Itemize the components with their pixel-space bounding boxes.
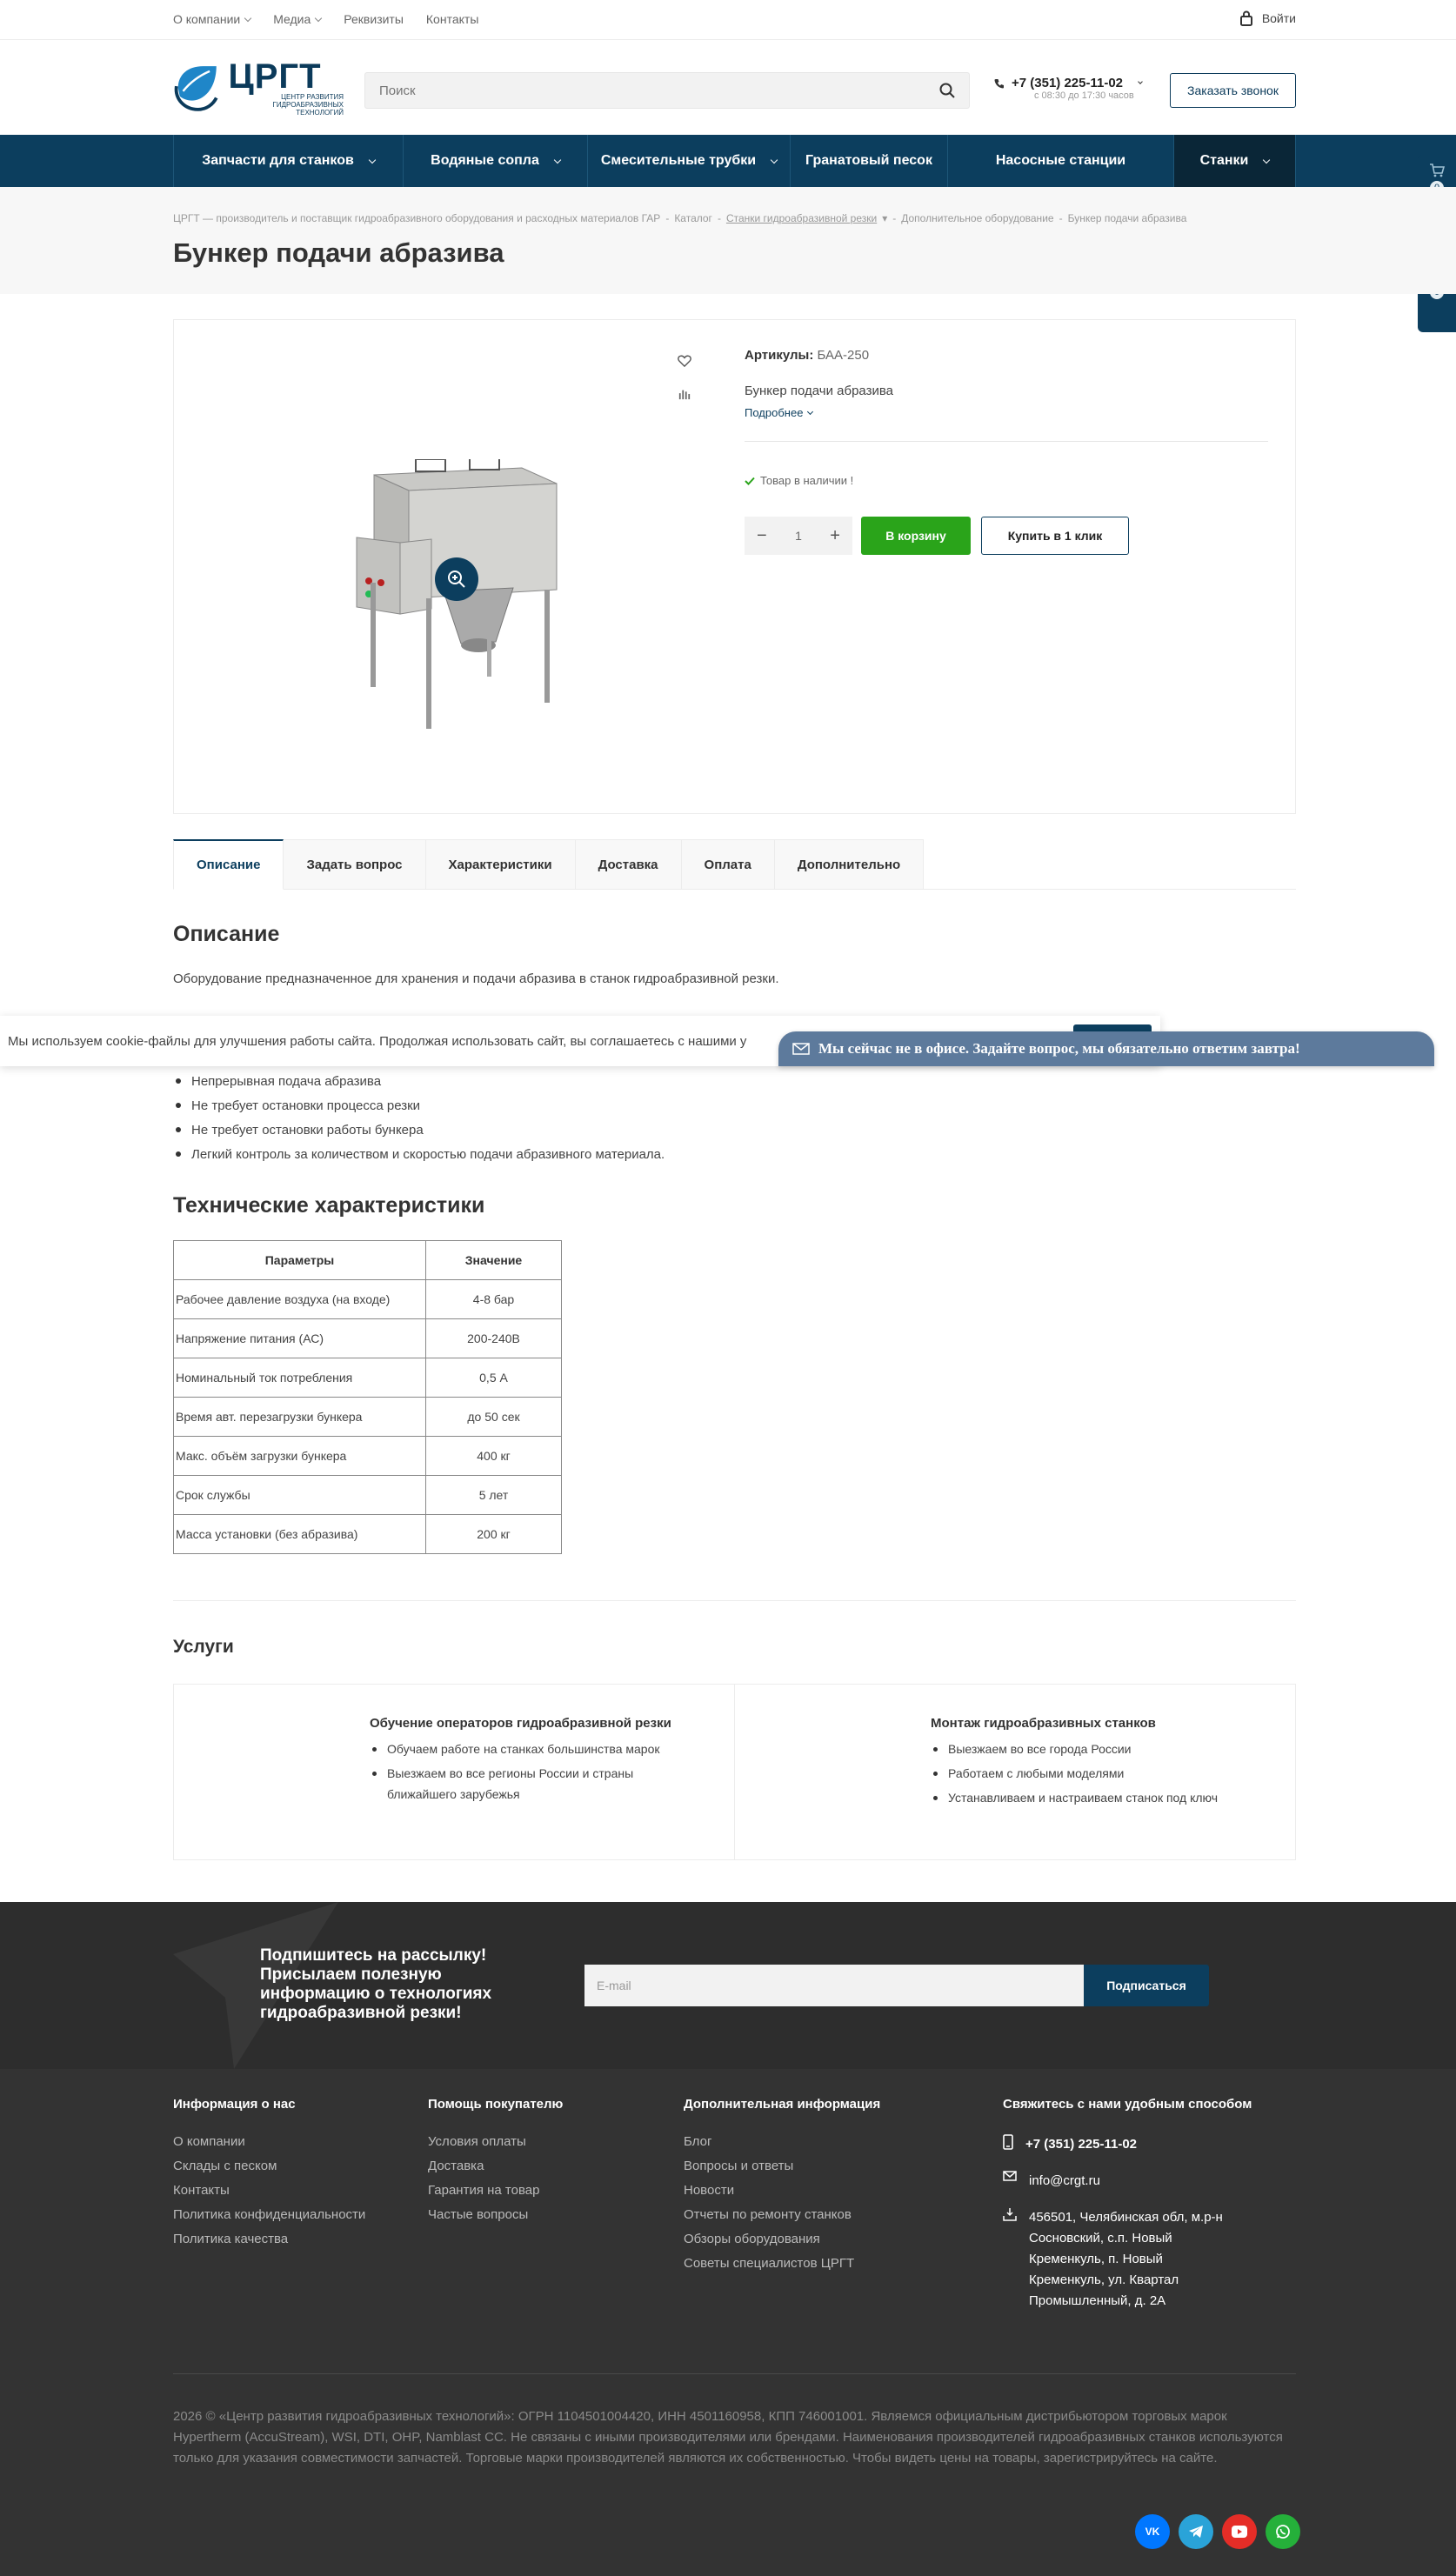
footer-email[interactable] — [1003, 2171, 1281, 2192]
param-cell: Время авт. перезагрузки бункера — [174, 1398, 426, 1437]
tab-description[interactable]: Описание — [173, 839, 284, 890]
value-cell: 4-8 бар — [426, 1280, 562, 1319]
footer-address-text: 456501, Челябинская обл, м.р-н Сосновский, с.п. Новый Кременкуль, п. Новый Кременкуль, ул. Квартал Промышленный, д. 2А — [1029, 2210, 1223, 2308]
divider — [173, 2373, 1296, 2374]
service-title: Обучение операторов гидроабразивной резки — [370, 1716, 671, 1731]
increase-button[interactable]: + — [830, 525, 840, 545]
add-to-favorites-icon[interactable] — [678, 355, 691, 367]
mail-icon — [1003, 2171, 1017, 2181]
footer-email-address: info@crgt.ru — [1029, 2173, 1100, 2188]
page-title: Бункер подачи абразива — [173, 237, 504, 268]
value-cell: 5 лет — [426, 1476, 562, 1515]
zoom-button[interactable] — [435, 557, 478, 601]
stock-label: Товар в наличии ! — [760, 474, 854, 487]
description-heading: Описание — [173, 922, 280, 946]
login-link[interactable] — [1239, 10, 1296, 26]
list-item: Легкий контроль за количеством и скоростью подачи абразивного материала. — [173, 1142, 665, 1166]
more-link-label: Подробнее — [745, 406, 804, 419]
whatsapp-icon[interactable] — [1266, 2514, 1300, 2549]
logo-wordmark: ЦРГТ — [228, 57, 322, 96]
work-hours: с 08:30 до 17:30 часов — [1034, 90, 1134, 101]
subscribe-text: Подпишитесь на рассылку! Присылаем полезную информацию о технологиях гидроабразивной резки! — [260, 1946, 492, 2022]
footer-address — [1003, 2207, 1281, 2312]
search-box — [364, 72, 970, 109]
table-row — [174, 1358, 562, 1398]
logo-leaf-icon — [173, 62, 222, 114]
table-row — [174, 1280, 562, 1319]
login-label: Войти — [1261, 11, 1296, 25]
logo[interactable] — [173, 57, 344, 117]
main-nav-item-tubes[interactable] — [588, 135, 791, 187]
tab-ask-question[interactable]: Задать вопрос — [284, 839, 425, 890]
value-cell: 400 кг — [426, 1437, 562, 1476]
breadcrumb-item[interactable]: ЦРГТ — производитель и поставщик гидроабразивного оборудования и расходных материалов ГАР — [173, 212, 661, 224]
email-field[interactable]: E-mail — [584, 1965, 1084, 2006]
list-item: Непрерывная подача абразива — [173, 1069, 665, 1093]
main-nav-label: Насосные станции — [995, 153, 1126, 168]
top-nav-contacts[interactable] — [426, 12, 478, 26]
footer-col-contacts — [1003, 2097, 1281, 2327]
breadcrumb-separator: - — [665, 212, 670, 224]
list-item: Выезжаем во все города России — [931, 1738, 1244, 1759]
description-bullets — [173, 1069, 665, 1166]
whatsapp-glyph — [1275, 2524, 1291, 2539]
footer-heading: Информация о нас — [173, 2097, 296, 2112]
tab-additional[interactable]: Дополнительно — [775, 839, 924, 890]
footer-link[interactable]: Доставка — [428, 2159, 484, 2173]
footer-link[interactable]: О компании — [173, 2134, 245, 2149]
logo-text — [228, 57, 344, 117]
service-title: Монтаж гидроабразивных станков — [931, 1716, 1156, 1731]
header-phone[interactable] — [994, 76, 1142, 90]
main-nav-item-pumps[interactable] — [948, 135, 1174, 187]
services-heading: Услуги — [173, 1637, 234, 1657]
footer-heading: Дополнительная информация — [684, 2097, 881, 2112]
main-nav-label: Смесительные трубки — [600, 153, 757, 168]
phone-icon — [994, 78, 1005, 89]
vk-label: VK — [1145, 2526, 1160, 2538]
footer-link[interactable]: Обзоры оборудования — [684, 2232, 820, 2246]
subscribe-button[interactable]: Подписаться — [1084, 1965, 1209, 2006]
services-block — [173, 1684, 1296, 1860]
value-cell: 200-240В — [426, 1319, 562, 1358]
add-to-cart-button[interactable]: В корзину — [861, 517, 971, 555]
chat-text: Мы сейчас не в офисе. Задайте вопрос, мы обязательно ответим завтра! — [818, 1040, 1300, 1057]
top-nav-label: Реквизиты — [344, 12, 404, 26]
chat-widget[interactable] — [778, 1031, 1434, 1066]
specs-table — [173, 1240, 562, 1554]
product-image[interactable] — [348, 459, 574, 742]
chevron-down-icon — [771, 156, 778, 163]
footer-link[interactable]: Блог — [684, 2134, 712, 2149]
footer-heading: Свяжитесь с нами удобным способом — [1003, 2097, 1252, 2112]
specs-heading: Технические характеристики — [173, 1193, 485, 1218]
search-input[interactable] — [379, 83, 939, 98]
subscribe-section — [0, 1902, 1456, 2069]
logo-tagline-1: ЦЕНТР РАЗВИТИЯ — [281, 92, 344, 101]
top-bar — [0, 0, 1456, 40]
logo-tagline-2: ГИДРОАБРАЗИВНЫХ ТЕХНОЛОГИЙ — [272, 100, 344, 117]
main-nav-label: Гранатовый песок — [805, 153, 932, 168]
breadcrumb-current: Бункер подачи абразива — [1067, 212, 1187, 224]
footer-link[interactable]: Вопросы и ответы — [684, 2159, 794, 2173]
param-cell: Срок службы — [174, 1476, 426, 1515]
footer-link[interactable]: Политика качества — [173, 2232, 289, 2246]
divider — [173, 1600, 1296, 1601]
description-text: Оборудование предназначенное для хранения и подачи абразива в станок гидроабразивной резки. — [173, 971, 779, 986]
chevron-down-icon — [807, 408, 813, 414]
main-nav-item-parts[interactable] — [173, 135, 404, 187]
page-header — [0, 187, 1456, 294]
list-item: Не требует остановки работы бункера — [173, 1118, 665, 1142]
lock-icon — [1239, 10, 1253, 26]
sku-value: БАА-250 — [817, 348, 870, 363]
main-nav-item-sand[interactable] — [791, 135, 948, 187]
main-nav-label: Станки — [1199, 153, 1249, 168]
column-header: Параметры — [174, 1241, 426, 1280]
footer-link[interactable]: Гарантия на товар — [428, 2183, 540, 2198]
list-item: Обучаем работе на станках большинства марок — [370, 1738, 683, 1759]
param-cell: Макс. объём загрузки бункера — [174, 1437, 426, 1476]
chevron-down-icon — [369, 156, 376, 163]
add-to-compare-icon[interactable] — [678, 388, 691, 400]
footer-col-help — [428, 2097, 563, 2232]
telegram-icon[interactable] — [1179, 2514, 1213, 2549]
breadcrumb — [173, 212, 1186, 224]
main-nav — [0, 135, 1456, 187]
chevron-down-icon — [1263, 156, 1270, 163]
list-item: Устанавливаем и настраиваем станок под ключ — [931, 1787, 1244, 1808]
table-row — [174, 1476, 562, 1515]
sku-label: Артикулы: — [745, 348, 814, 363]
list-item: Выезжаем во все регионы России и страны ближайшего зарубежья — [370, 1763, 683, 1805]
list-item: Работаем с любыми моделями — [931, 1763, 1244, 1784]
top-nav-label: О компании — [173, 12, 241, 26]
chevron-down-icon — [244, 14, 251, 21]
youtube-glyph — [1232, 2526, 1247, 2538]
param-cell: Масса установки (без абразива) — [174, 1515, 426, 1554]
top-nav — [173, 12, 478, 26]
footer-link[interactable]: Условия оплаты — [428, 2134, 526, 2149]
copyright-text: 2026 © «Центр развития гидроабразивных технологий»: ОГРН 1104501004420, ИНН 4501160958, КПП 746001001. Являемся официальным дистрибьютором торговых марок Hypertherm (AccuStream), WSI, DTI, OHP, Namblast CC. Не связаны с иными производителями или брендами. Наименования производителей гидроабразивных станков используются только для указания совместимости запчастей. Торговые марки производителей являются их собственностью. Чтобы видеть цены на товары, зарегистрируйтесь на сайте. — [173, 2409, 1283, 2466]
footer-link[interactable]: Склады с песком — [173, 2159, 277, 2173]
main-nav-item-machines[interactable] — [1174, 135, 1296, 187]
service-points — [931, 1738, 1244, 1812]
table-row — [174, 1319, 562, 1358]
breadcrumb-item[interactable]: Дополнительное оборудование — [901, 212, 1054, 224]
breadcrumb-item[interactable]: Каталог — [674, 212, 712, 224]
top-nav-label: Контакты — [425, 12, 479, 26]
breadcrumb-item[interactable]: Станки гидроабразивной резки — [725, 212, 878, 224]
location-icon — [1003, 2207, 1017, 2221]
main-nav-label: Запчасти для станков — [202, 153, 354, 168]
stock-status — [745, 474, 853, 487]
tab-payment[interactable]: Оплата — [682, 839, 775, 890]
service-points — [370, 1738, 683, 1808]
breadcrumb-separator: - — [892, 212, 897, 224]
footer-col-extra — [684, 2097, 880, 2280]
more-link[interactable] — [745, 406, 812, 419]
tab-delivery[interactable]: Доставка — [576, 839, 682, 890]
tab-specs[interactable]: Характеристики — [426, 839, 576, 890]
param-cell: Рабочее давление воздуха (на входе) — [174, 1280, 426, 1319]
list-item: Не требует остановки процесса резки — [173, 1093, 665, 1118]
footer-link[interactable]: Частые вопросы — [428, 2207, 529, 2222]
social-links — [1135, 2514, 1300, 2549]
table-header-row — [174, 1241, 562, 1280]
value-cell: 0,5 А — [426, 1358, 562, 1398]
mail-icon — [792, 1043, 810, 1055]
product-sku — [745, 348, 869, 363]
header-phone-block — [994, 76, 1142, 101]
divider — [745, 441, 1268, 442]
value-cell: 200 кг — [426, 1515, 562, 1554]
footer-col-about — [173, 2097, 365, 2256]
footer-heading: Помощь покупателю — [428, 2097, 564, 2112]
search-icon[interactable] — [939, 83, 955, 98]
top-nav-label: Медиа — [273, 12, 311, 26]
zoom-in-icon — [447, 570, 466, 589]
vk-icon[interactable] — [1135, 2514, 1170, 2549]
chevron-down-icon — [315, 14, 322, 21]
product-card — [173, 319, 1296, 814]
youtube-icon[interactable] — [1222, 2514, 1257, 2549]
callback-button[interactable]: Заказать звонок — [1170, 73, 1296, 108]
footer-link[interactable]: Отчеты по ремонту станков — [684, 2207, 852, 2222]
table-row — [174, 1437, 562, 1476]
top-nav-requisites[interactable] — [344, 12, 404, 26]
telegram-glyph — [1188, 2525, 1204, 2539]
service-card-training[interactable] — [174, 1685, 735, 1859]
table-row — [174, 1515, 562, 1554]
footer-link[interactable]: Советы специалистов ЦРГТ — [684, 2256, 855, 2271]
footer-link[interactable]: Политика конфиденциальности — [173, 2207, 366, 2222]
product-tabs — [173, 839, 1296, 890]
table-row — [174, 1398, 562, 1437]
column-header: Значение — [426, 1241, 562, 1280]
breadcrumb-separator: - — [1059, 212, 1063, 224]
footer-link[interactable]: Новости — [684, 2183, 735, 2198]
main-nav-label: Водяные сопла — [431, 153, 539, 168]
caret-down-icon[interactable]: ▾ — [882, 212, 888, 224]
footer-phone[interactable] — [1003, 2134, 1281, 2155]
check-icon — [745, 477, 755, 485]
quantity-value[interactable]: 1 — [795, 529, 802, 543]
footer-phone-number: +7 (351) 225-11-02 — [1025, 2137, 1138, 2152]
site-header — [0, 41, 1456, 135]
main-nav-item-nozzles[interactable] — [404, 135, 588, 187]
cart-icon — [1429, 164, 1445, 177]
site-footer — [0, 2069, 1456, 2576]
buy-one-click-button[interactable]: Купить в 1 клик — [981, 517, 1129, 555]
footer-link[interactable]: Контакты — [173, 2183, 230, 2198]
param-cell: Напряжение питания (АС) — [174, 1319, 426, 1358]
cookie-text: Мы используем cookie-файлы для улучшения работы сайта. Продолжая использовать сайт, вы соглашаетесь с нашими у — [8, 1033, 747, 1049]
value-cell: до 50 сек — [426, 1398, 562, 1437]
breadcrumb-separator: - — [717, 212, 721, 224]
quantity-stepper — [745, 517, 852, 555]
chevron-down-icon[interactable] — [1138, 79, 1143, 84]
service-card-installation[interactable] — [735, 1685, 1295, 1859]
mobile-phone-icon — [1003, 2134, 1013, 2150]
decrease-button[interactable]: − — [757, 525, 767, 545]
top-nav-about[interactable] — [173, 12, 250, 26]
top-nav-media[interactable] — [273, 12, 321, 26]
header-phone-number: +7 (351) 225-11-02 — [1012, 76, 1124, 90]
product-short-description: Бункер подачи абразива — [745, 384, 893, 398]
param-cell: Номинальный ток потребления — [174, 1358, 426, 1398]
chevron-down-icon — [554, 156, 561, 163]
